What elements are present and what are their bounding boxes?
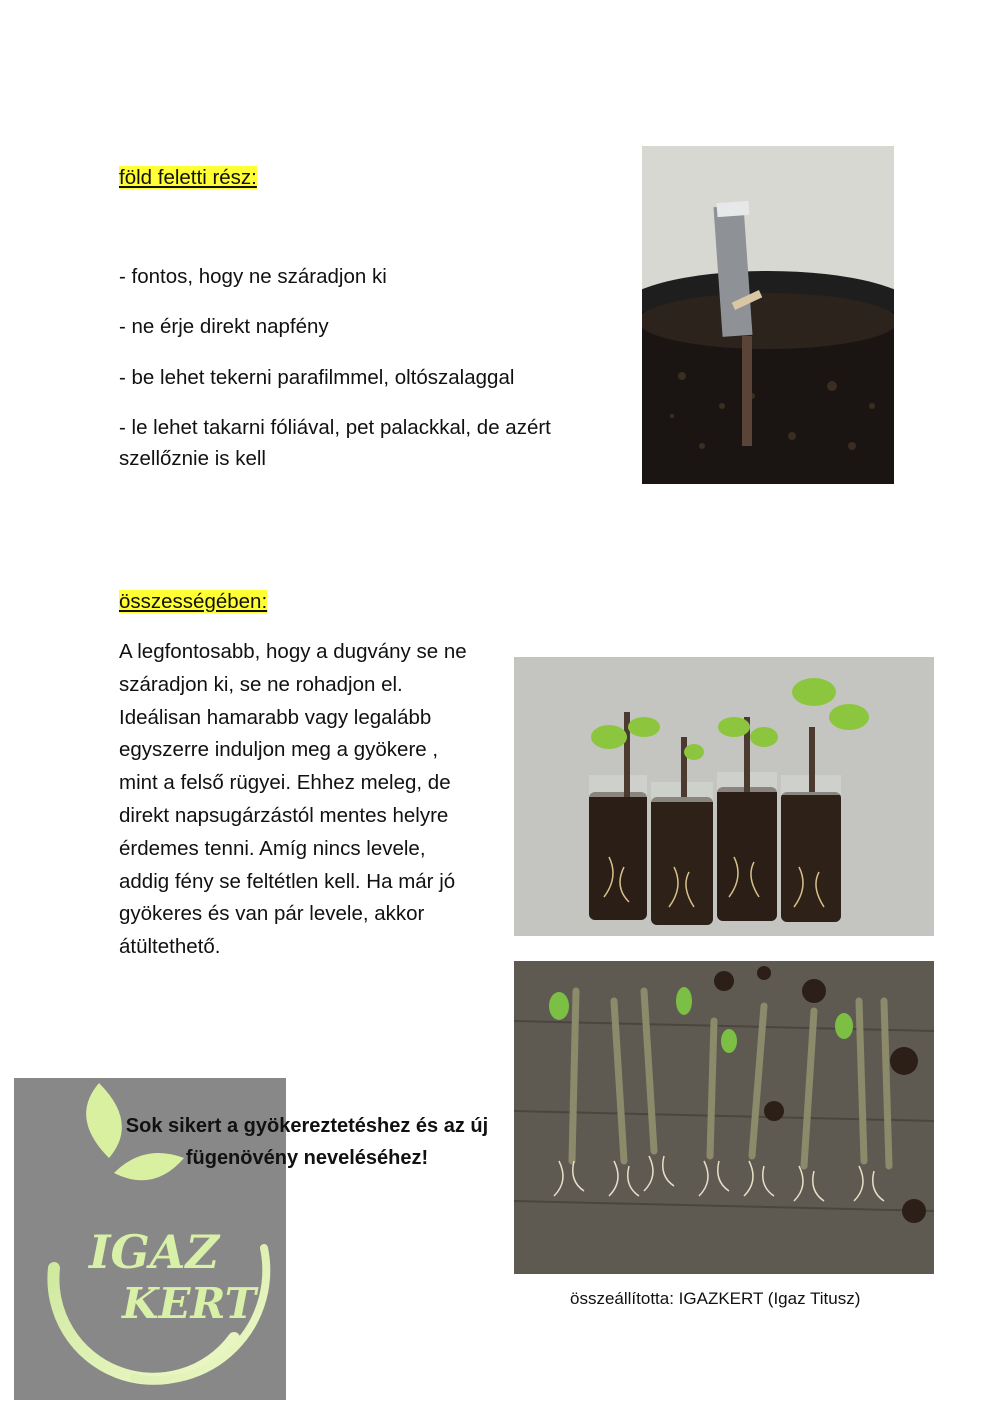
heading-text: összességében: [119, 590, 268, 613]
summary-paragraph [119, 636, 467, 964]
author-credit: összeállította: IGAZKERT (Igaz Titusz) [570, 1289, 861, 1308]
paragraph-line: gyökeres és van pár levele, akkor [119, 902, 425, 926]
bullet-item: - fontos, hogy ne száradjon ki [119, 265, 387, 288]
paragraph-line: átültethető. [119, 935, 221, 959]
photo-cuttings-in-bags [514, 657, 934, 936]
section-heading-above-ground [119, 166, 257, 190]
closing-message [112, 1110, 502, 1174]
bullet-item: - ne érje direkt napfény [119, 315, 329, 338]
logo-text-igaz: IGAZ [88, 1225, 220, 1279]
paragraph-line: direkt napsugárzástól mentes helyre [119, 803, 449, 827]
paragraph-line: egyszerre induljon meg a gyökere , [119, 738, 439, 762]
section-heading-summary [119, 590, 267, 614]
photo-potted-cutting [642, 146, 894, 484]
heading-text: föld feletti rész: [119, 166, 257, 189]
photo-rooted-cuttings [514, 961, 934, 1274]
paragraph-line: Ideálisan hamarabb vagy legalább [119, 705, 432, 729]
closing-line-1: Sok sikert a gyökereztetéshez és az új [125, 1115, 489, 1137]
closing-line-2: fügenövény neveléséhez! [185, 1147, 429, 1169]
logo-text-kert: KERT [122, 1279, 256, 1328]
paragraph-line: A legfontosabb, hogy a dugvány se ne [119, 640, 467, 663]
paragraph-line: addig fény se feltétlen kell. Ha már jó [119, 869, 456, 893]
bullet-item: - be lehet tekerni parafilmmel, oltószalaggal [119, 366, 515, 389]
paragraph-line: száradjon ki, se ne rohadjon el. [119, 672, 403, 696]
paragraph-line: mint a felső rügyei. Ehhez meleg, de [119, 771, 451, 795]
bullet-item: - le lehet takarni fóliával, pet palackkal, de azért szellőznie is kell [119, 416, 551, 470]
paragraph-line: érdemes tenni. Amíg nincs levele, [119, 836, 426, 860]
